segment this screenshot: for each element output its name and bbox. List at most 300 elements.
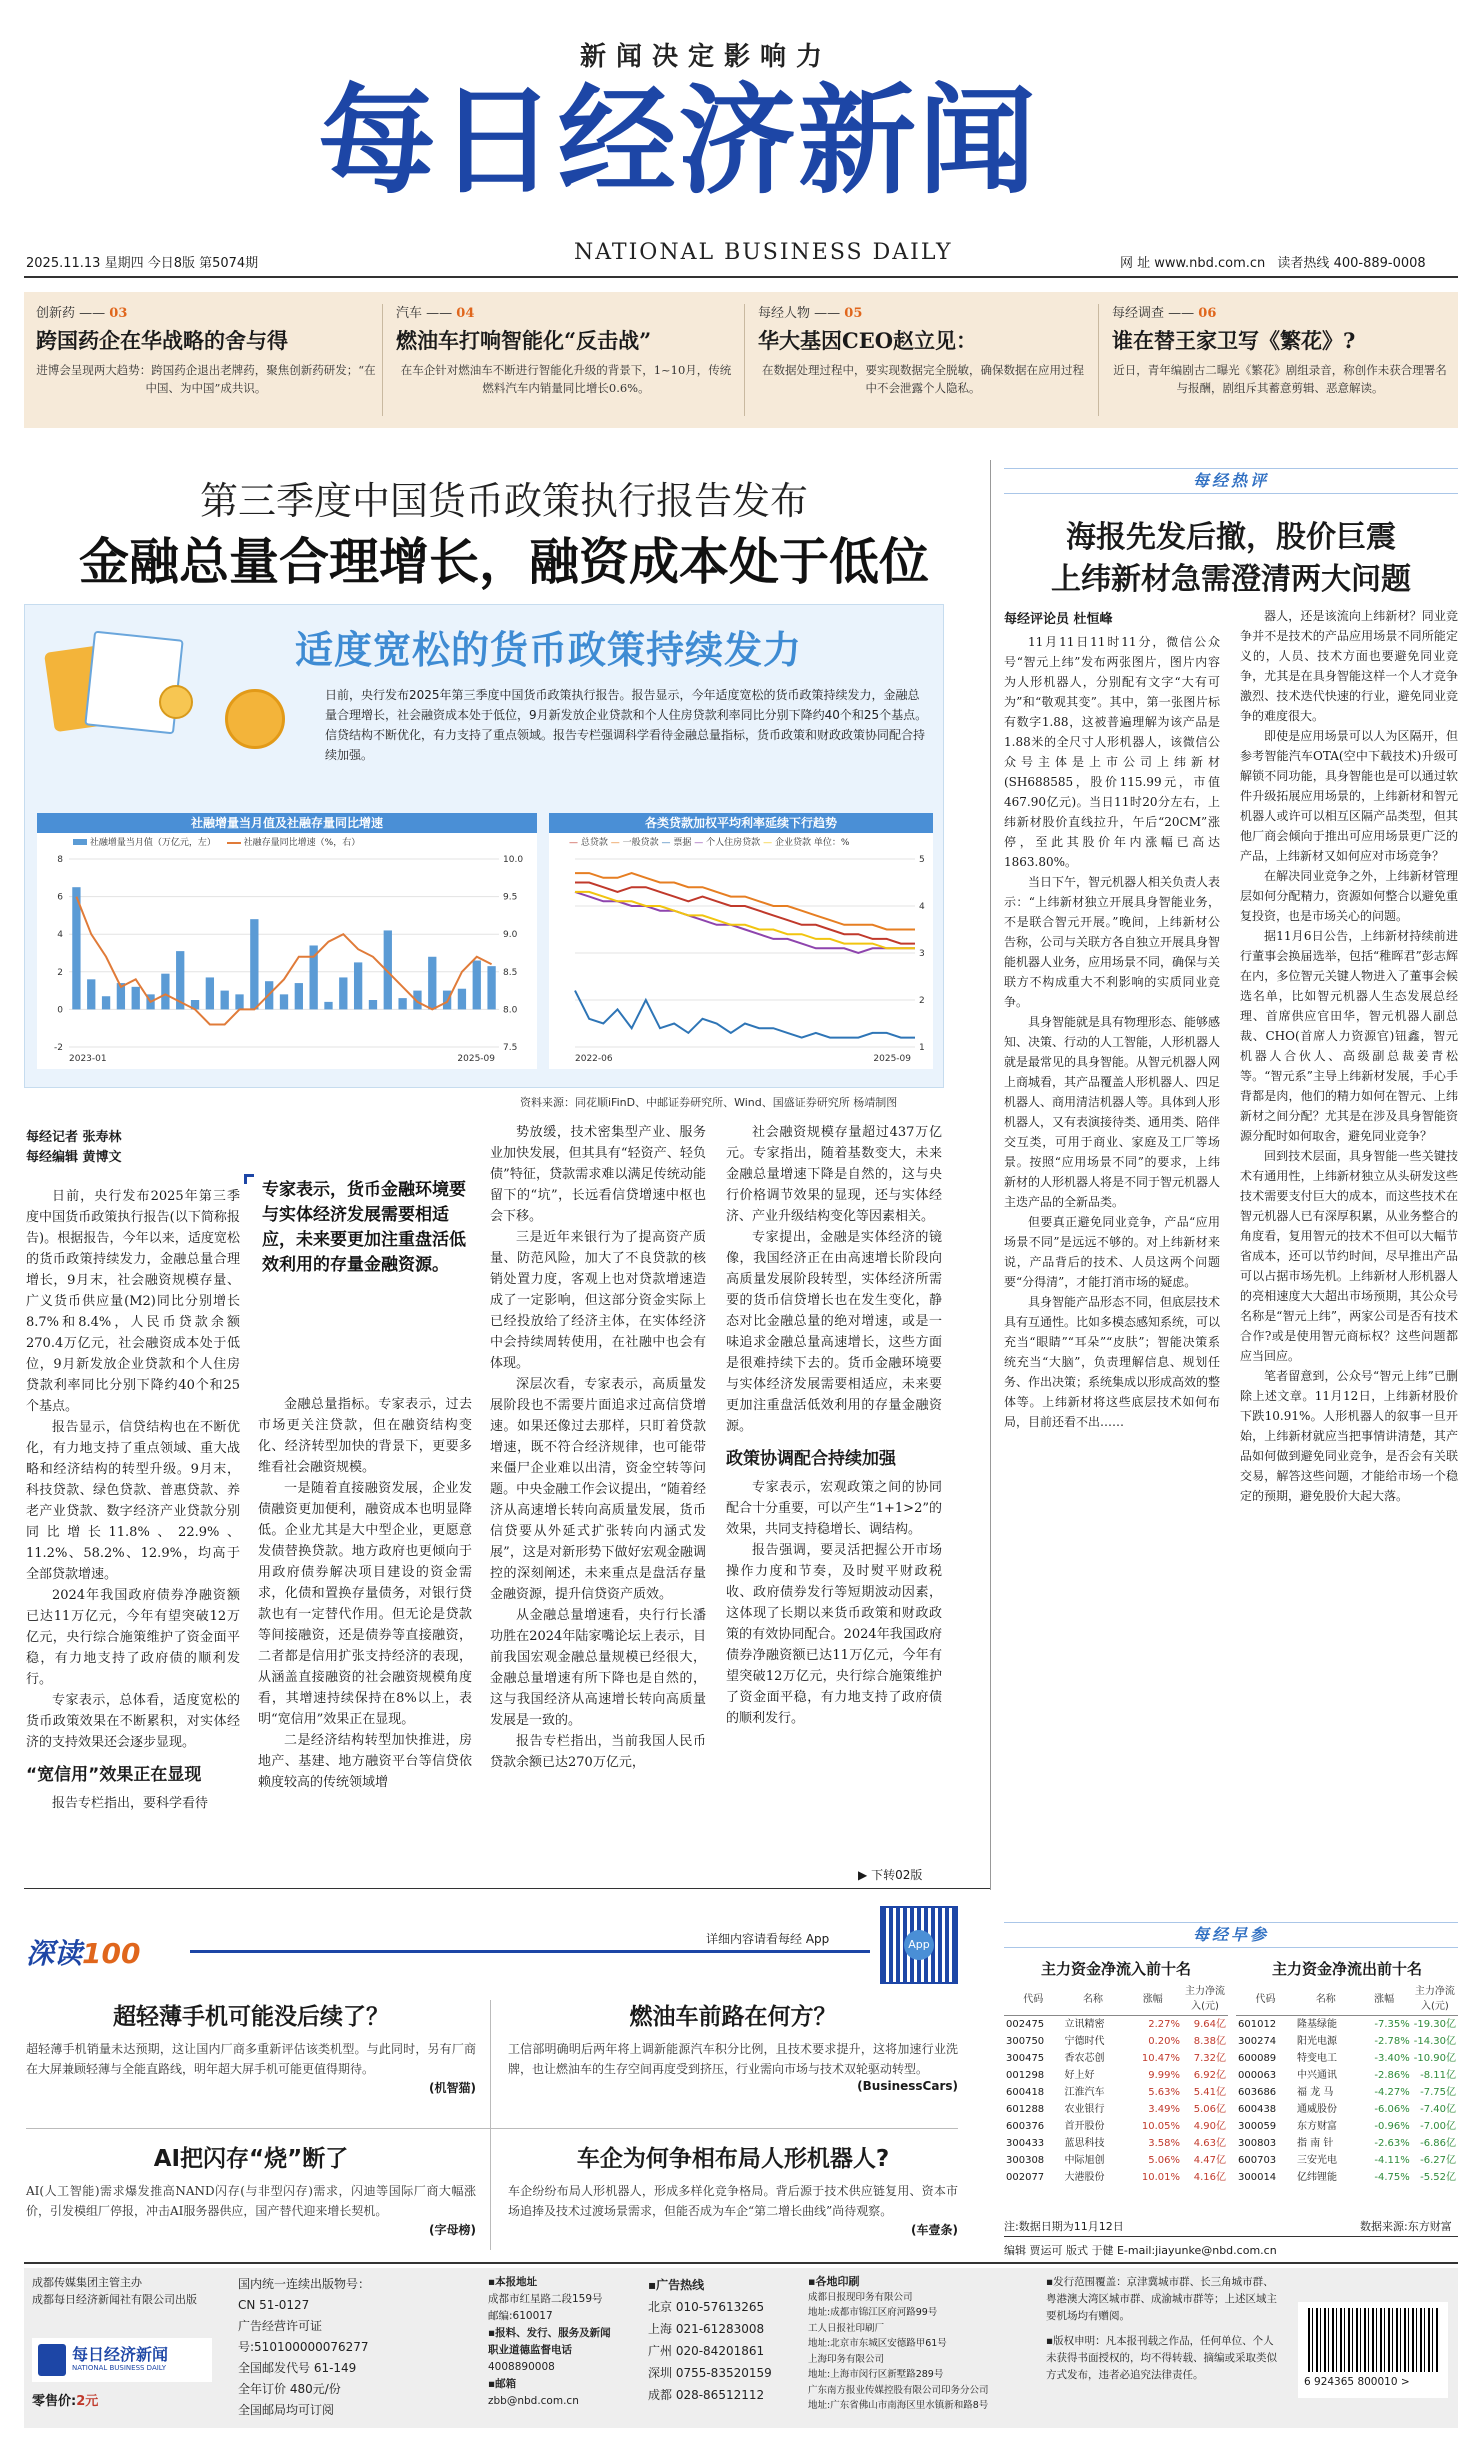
infographic-source: 资料来源：同花顺iFinD、中邮证券研究所、Wind、国盛证券研究所 杨靖制图 xyxy=(520,1096,898,1109)
table-cell: -4.27% xyxy=(1374,2087,1410,2098)
teaser-category: 每经人物 xyxy=(758,306,811,321)
footer-line: ▪报料、发行、服务及新闻 xyxy=(488,2327,611,2339)
masthead-rule xyxy=(24,276,1458,278)
paragraph: 即使是应用场景可以人为区隔开，但参考智能汽车OTA(空中下载技术)升级可解锁不同功能，具身智能也是可以通过软件升级拓展应用场景的，上纬新材和智元机器人或许可以相互区隔产品类型，但其他厂商会倾向于推出可应用场景更广泛的产品，上纬新材又如何应对市场竞争？ xyxy=(1240,729,1458,863)
shendu-text: 车企纷纷布局人形机器人，形成多样化竞争格局。背后源于技术供应链复用、资本市场追捧及技术过渡场景需求，但能否成为车企“第二增长曲线”尚待观察。 xyxy=(508,2184,958,2218)
byline-reporter: 每经记者 张寿林 xyxy=(26,1130,122,1145)
bar xyxy=(428,957,436,1010)
teaser-divider xyxy=(744,304,745,416)
paragraph: 势放缓，技术密集型产业、服务业加快发展，但其具有“轻资产、轻负债”特征，贷款需求难以满足传统动能留下的“坑”，长远看信贷增速中枢也会下移。 xyxy=(490,1125,706,1224)
chart-legend xyxy=(37,833,537,848)
shendu-title: AI把闪存“烧”断了 xyxy=(153,2146,349,2172)
table-cell: 001298 xyxy=(1006,2070,1045,2081)
teaser-divider xyxy=(1098,304,1099,416)
table-cell: 300803 xyxy=(1238,2138,1277,2149)
contact-line xyxy=(1120,252,1426,271)
x-tick-label: 2023-01 xyxy=(69,1054,107,1064)
footer-line: zbb@nbd.com.cn xyxy=(488,2395,579,2407)
chart-loan-rates-plot xyxy=(549,851,933,1069)
col-header: 名称 xyxy=(1315,1993,1336,2005)
footer-logo-en: NATIONAL BUSINESS DAILY xyxy=(72,2364,167,2372)
table-cell: -4.11% xyxy=(1374,2155,1410,2166)
inflow-title: 主力资金净流入前十名 xyxy=(1040,1960,1191,1978)
subheading: 政策协调配合持续加强 xyxy=(726,1449,896,1469)
table-cell: 亿纬锂能 xyxy=(1297,2172,1338,2183)
table-cell: 6.92亿 xyxy=(1193,2070,1226,2081)
commentary-col-1 xyxy=(1004,632,1220,1866)
table-cell: -19.30亿 xyxy=(1413,2019,1456,2030)
footer-line: ▪发行范围覆盖：京津冀城市群、长三角城市群、粤港澳大湾区城市群、成渝城市群等；上述区域主要机场均有赠阅。 xyxy=(1046,2276,1277,2322)
shendu-text: AI(人工智能)需求爆发推高NAND闪存(与非型闪存)需求，闪迪等国际厂商大幅涨价，引发模组厂停报，冲击AI服务器供应，国产替代迎来增长契机。 xyxy=(26,2184,476,2218)
table-row xyxy=(1004,2084,1228,2101)
table-cell: 3.58% xyxy=(1148,2138,1180,2149)
legend-label: 票据 xyxy=(673,838,692,848)
table-cell: -6.06% xyxy=(1374,2104,1410,2115)
shendu-title: 车企为何争相布局人形机器人? xyxy=(576,2146,890,2172)
table-cell: -2.63% xyxy=(1374,2138,1410,2149)
chart-unit: 单位：% xyxy=(813,838,850,848)
pull-quote-text: 专家表示，货币金融环境要与实体经济发展需要相适应，未来要更加注重盘活低效利用的存量金融资源。 xyxy=(262,1180,466,1275)
tick-label: 1 xyxy=(919,1043,925,1053)
outflow-table xyxy=(1236,1983,1458,2186)
teaser-item[interactable]: 创新药 —— 03 跨国药企在华战略的舍与得 进博会呈现两大趋势：跨国药企退出老牌药，聚焦创新药研发；“在中国、为中国”成共识。 xyxy=(36,306,376,395)
footer-line: 深圳 0755-83520159 xyxy=(648,2366,772,2380)
teaser-page: 06 xyxy=(1198,306,1217,321)
app-qr-code[interactable] xyxy=(880,1906,958,1984)
table-cell: 600376 xyxy=(1006,2121,1045,2132)
website: www.nbd.com.cn xyxy=(1154,256,1266,271)
table-cell: 300014 xyxy=(1238,2172,1277,2183)
teaser-category: 每经调查 xyxy=(1112,306,1165,321)
tick-label: -2 xyxy=(54,1043,63,1053)
tick-label: 9.5 xyxy=(503,892,518,903)
shendu-text: 超轻薄手机销量未达预期，这让国内厂商多重新评估该类机型。与此同时，另有厂商在大屏兼顾轻薄与全能直路线，明年超大屏手机可能更值得期待。 xyxy=(26,2042,476,2076)
footer-col-5 xyxy=(808,2274,1038,2414)
footer-price xyxy=(32,2390,98,2409)
col-header: 代码 xyxy=(1255,1993,1276,2005)
table-cell: 601288 xyxy=(1006,2104,1045,2115)
footer-line: 职业道德监督电话 xyxy=(488,2344,572,2356)
paragraph: 报告强调，要灵活把握公开市场操作力度和节奏，及时熨平财政税收、政府债券发行等短期波动因素，这体现了长期以来货币政策和财政政策的有效协同配合。2024年我国政府债券净融资额已达11万亿元，今年有望突破12万亿元，央行综合施策维护了资金面平稳，有力地支持了政府债的顺利发行。 xyxy=(726,1543,942,1726)
table-row xyxy=(1236,2067,1458,2084)
lead-headline: 金融总量合理增长，融资成本处于低位 xyxy=(79,533,929,591)
footer-line: 上海 021-61283008 xyxy=(648,2322,765,2336)
table-row xyxy=(1004,2033,1228,2050)
table-cell: 江淮汽车 xyxy=(1064,2087,1105,2098)
shendu-source: (字母榜) xyxy=(429,2223,476,2237)
legend-label: 企业贷款 xyxy=(774,838,811,848)
table-cell: 5.06亿 xyxy=(1193,2104,1226,2115)
table-cell: 7.32亿 xyxy=(1193,2053,1226,2064)
paragraph: 11月11日11时11分，微信公众号“智元上纬”发布两张图片，图片内容为人形机器人，分别配有文字“大有可为”和“敬观其变”。其中，第一张图片标有数字1.88，这被普遍理解为该产品是1.88米的全尺寸人形机器人，该微信公众号主体是上市公司上纬新材(SH688585，股价115.99元，市值467.90亿元)。当日11时20分左右，上纬新材股价直线拉升，午后“20CM”涨停，至此其股价年内涨幅已高达1863.80%。 xyxy=(1004,635,1220,869)
shendu-text: 工信部明确明后两年将上调新能源汽车积分比例，且技术要求提升，这将加速行业洗牌，也让燃油车的生存空间再度受到挤压，行业需向市场与技术双轮驱动转型。 xyxy=(508,2042,958,2076)
commentary-title-1: 海报先发后撤，股价巨震 xyxy=(1066,520,1396,555)
footer-line: 全国邮局均可订阅 xyxy=(238,2403,335,2417)
table-cell: 300059 xyxy=(1238,2121,1277,2132)
footer-line: 地址:北京市东城区安德路甲61号 xyxy=(808,2338,947,2349)
shendu-hint: 详细内容请看每经 App xyxy=(700,1930,835,1947)
teaser-item[interactable]: 汽车 —— 04 燃油车打响智能化“反击战” 在车企针对燃油车不断进行智能化升级的背景下，1~10月，传统燃料汽车内销量同比增长0.6%。 xyxy=(396,302,736,397)
table-cell: 福 龙 马 xyxy=(1297,2087,1334,2098)
table-cell: 4.90亿 xyxy=(1193,2121,1226,2132)
footer-rule xyxy=(24,2262,1458,2264)
paragraph: 在解决同业竞争之外，上纬新材管理层如何分配精力，资源如何整合以避免重复投资，也是市场关心的问题。 xyxy=(1240,869,1458,923)
footer-line: 邮编:610017 xyxy=(488,2310,553,2322)
table-cell: 002475 xyxy=(1006,2019,1045,2030)
bar xyxy=(398,998,406,1009)
paragraph: 专家提出，金融是实体经济的镜像，我国经济正在由高速增长阶段向高质量发展阶段转型，实体经济所需要的货币信贷增长也在发生变化，静态对比金融总量的绝对增速，或是一味追求金融总量高速增长，这些方面是很难持续下去的。货币金融环境要与实体经济发展需要相适应，未来要更加注重盘活低效利用的存量金融资源。 xyxy=(726,1230,942,1434)
footer-line: 地址:广东省佛山市南海区里水镇新和路8号 xyxy=(808,2400,989,2411)
table-cell: 300750 xyxy=(1006,2036,1045,2047)
bar xyxy=(161,974,169,1010)
teaser-desc: 进博会呈现两大趋势：跨国药企退出老牌药，聚焦创新药研发；“在中国、为中国”成共识。 xyxy=(36,363,376,395)
table-row xyxy=(1004,2118,1228,2135)
zaocan-source: 数据来源:东方财富 xyxy=(1360,2220,1452,2233)
teaser-title: 跨国药企在华战略的舍与得 xyxy=(36,328,288,353)
lead-col-2 xyxy=(258,1394,472,1793)
table-cell: 300308 xyxy=(1006,2155,1045,2166)
table-row xyxy=(1236,2033,1458,2050)
table-row xyxy=(1236,2016,1458,2034)
zaocan-rule xyxy=(1004,2236,1458,2237)
table-row xyxy=(1004,2050,1228,2067)
table-cell: -7.40亿 xyxy=(1420,2104,1456,2115)
col-header: 主力净流入(元) xyxy=(1414,1986,1455,2012)
table-cell: 603686 xyxy=(1238,2087,1277,2098)
app-badge: App xyxy=(904,1930,934,1960)
inflow-table-wrap xyxy=(1004,1958,1228,2186)
table-cell: 0.20% xyxy=(1148,2036,1180,2047)
series-line xyxy=(575,883,915,944)
legend-label: 社融增量当月值（万亿元，左） xyxy=(89,838,216,848)
lead-kicker: 第三季度中国货币政策执行报告发布 xyxy=(199,479,808,523)
table-cell: 000063 xyxy=(1238,2070,1277,2081)
tick-label: 5 xyxy=(919,855,925,865)
price: 2元 xyxy=(76,2394,99,2409)
table-cell: -3.40% xyxy=(1374,2053,1410,2064)
table-cell: -7.00亿 xyxy=(1420,2121,1456,2132)
footer-line: ▪版权申明：凡本报刊载之作品，任何单位、个人未获得书面授权的，均不得转载、摘编或采取类似方式发布，违者必追究法律责任。 xyxy=(1046,2335,1277,2381)
lead-col-3 xyxy=(490,1122,706,1773)
paragraph: 报告专栏指出，当前我国人民币贷款余额已达270万亿元， xyxy=(490,1734,706,1770)
tick-label: 0 xyxy=(57,1005,63,1016)
footer-line: 地址:上海市闵行区新墅路289号 xyxy=(808,2369,944,2380)
paragraph: 一是随着直接融资发展，企业发债融资更加便利，融资成本也明显降低。企业尤其是大中型企业，更愿意发债替换贷款。地方政府也更倾向于用政府债券解决项目建设的资金需求，化债和置换存量债务，对银行贷款也有一定替代作用。但无论是贷款等间接融资，还是债券等直接融资，二者都是信用扩张支持经济的表现，从涵盖直接融资的社会融资规模角度看，其增速持续保持在8%以上，表明“宽信用”效果正在显现。 xyxy=(258,1481,472,1727)
teaser-desc: 近日，青年编剧古二曝光《繁花》剧组录音，称创作未获合理署名与报酬，剧组斥其蓄意剪辑、恶意解读。 xyxy=(1113,363,1447,395)
chart-legend: — 总贷款 — 一般贷款 — 票据 — 个人住房贷款 — 企业贷款 单位：% xyxy=(569,838,850,848)
table-row xyxy=(1236,2084,1458,2101)
tick-label: 2 xyxy=(919,996,925,1006)
table-cell: -8.11亿 xyxy=(1420,2070,1456,2081)
subheading: “宽信用”效果正在显现 xyxy=(26,1765,202,1785)
teaser-desc: 在车企针对燃油车不断进行智能化升级的背景下，1~10月，传统燃料汽车内销量同比增长0.6%。 xyxy=(400,363,732,395)
footer-line: 广东南方报业传媒控股有限公司印务分公司 xyxy=(808,2384,989,2396)
table-cell: 三安光电 xyxy=(1297,2155,1338,2166)
tick-label: 2 xyxy=(57,967,63,978)
page-editors: 编辑 贾运可 版式 于健 E-mail:jiayunke@nbd.com.cn xyxy=(1004,2244,1277,2257)
teaser-item[interactable]: 每经人物 —— 05 华大基因CEO赵立见： 在数据处理过程中，要实现数据完全脱敏，确保数据在应用过程中不会泄露个人隐私。 xyxy=(758,302,1088,397)
table-cell: 002077 xyxy=(1006,2172,1045,2183)
paragraph: 从金融总量增速看，央行行长潘功胜在2024年陆家嘴论坛上表示，目前我国宏观金融总量规模已经很大，金融总量增速有所下降也是自然的，这与我国经济从高速增长转向高质量发展是一致的。 xyxy=(490,1608,706,1728)
table-cell: 好上好 xyxy=(1064,2070,1095,2081)
continued-label: 下转02版 xyxy=(871,1868,923,1882)
masthead-title: 每日经济新闻 xyxy=(318,72,1039,210)
bar xyxy=(487,966,495,1009)
footer-line: 成都 028-86512112 xyxy=(648,2388,765,2402)
table-row xyxy=(1236,2169,1458,2186)
tick-label: 4 xyxy=(919,902,925,912)
table-cell: 300475 xyxy=(1006,2053,1045,2064)
legend-label: 社融存量同比增速（%，右） xyxy=(243,838,361,848)
table-cell: 600438 xyxy=(1238,2104,1277,2115)
chart-loan-rates xyxy=(549,813,933,1069)
zaocan-tag xyxy=(1004,1922,1458,1948)
hotline: 400-889-0008 xyxy=(1333,256,1426,271)
table-cell: 农业银行 xyxy=(1064,2104,1105,2115)
shendu-title: 燃油车前路在何方？ xyxy=(629,2004,837,2030)
chart-title: 社融增量当月值及社融存量同比增速 xyxy=(37,813,537,833)
bar xyxy=(339,977,347,1009)
table-cell: 5.41亿 xyxy=(1193,2087,1226,2098)
teaser-divider xyxy=(382,304,383,416)
teaser-page: 05 xyxy=(844,306,863,321)
table-row xyxy=(1004,2101,1228,2118)
table-row xyxy=(1004,2169,1228,2186)
infographic-coin-art xyxy=(205,679,295,769)
table-cell: -2.78% xyxy=(1374,2036,1410,2047)
table-cell: 首开股份 xyxy=(1064,2121,1105,2132)
bar xyxy=(458,989,466,1010)
table-row xyxy=(1004,2067,1228,2084)
teaser-item[interactable]: 每经调查 —— 06 谁在替王家卫写《繁花》? 近日，青年编剧古二曝光《繁花》剧组录音，称创作未获合理署名与报酬，剧组斥其蓄意剪辑、恶意解读。 xyxy=(1112,306,1447,395)
table-row xyxy=(1004,2016,1228,2034)
bar xyxy=(102,996,110,1009)
paragraph: 专家表示，总体看，适度宽松的货币政策效果在不断累积，对实体经济的支持效果还会逐步显现。 xyxy=(26,1693,240,1750)
table-cell: 300433 xyxy=(1006,2138,1045,2149)
shendu-title: 超轻薄手机可能没后续了？ xyxy=(113,2004,389,2030)
table-cell: -7.35% xyxy=(1374,2019,1410,2030)
footer-line: ▪各地印刷 xyxy=(808,2275,860,2288)
infographic-title: 适度宽松的货币政策持续发力 xyxy=(295,628,803,672)
shendu-logo-text: 深读 xyxy=(26,1937,83,1970)
shendu-item[interactable] xyxy=(508,1998,958,2093)
paragraph: 报告专栏指出，要科学看待 xyxy=(52,1796,209,1811)
tick-label: 10.0 xyxy=(503,855,524,865)
footer-line: ▪广告热线 xyxy=(648,2278,705,2292)
col-header: 代码 xyxy=(1023,1993,1044,2005)
table-cell: -2.86% xyxy=(1374,2070,1410,2081)
date-line: 2025.11.13 星期四 今日8版 第5074期 xyxy=(26,256,259,271)
bar xyxy=(132,987,140,1010)
table-cell: 中兴通讯 xyxy=(1297,2070,1338,2081)
tick-label: 9.0 xyxy=(503,930,518,941)
table-cell: 10.47% xyxy=(1141,2053,1180,2064)
shendu-source: (车壹条) xyxy=(911,2223,958,2237)
table-cell: 通威股份 xyxy=(1297,2104,1338,2115)
footer-line: 国内统一连续出版物号： xyxy=(238,2277,371,2291)
bar xyxy=(295,983,303,1009)
infographic-folder-art xyxy=(39,615,199,735)
paragraph: 专家表示，宏观政策之间的协同配合十分重要，可以产生“1+1>2”的效果，共同支持稳增长、调结构。 xyxy=(726,1480,942,1537)
shendu-rule xyxy=(190,1950,870,1953)
series-line xyxy=(575,991,915,1038)
teaser-category: 创新药 xyxy=(36,306,76,321)
paragraph: 器人，还是该流向上纬新材？同业竞争并不是技术的产品应用场景不同所能定义的，人员、技术方面也要避免同业竞争，尤其是在具身智能这样一个人才竞争激烈、技术迭代快速的行业，避免同业竞争的难度很大。 xyxy=(1240,609,1458,723)
outflow-title: 主力资金净流出前十名 xyxy=(1271,1960,1422,1978)
footer-col-3 xyxy=(488,2274,648,2410)
table-cell: 4.47亿 xyxy=(1193,2155,1226,2166)
continued-link[interactable] xyxy=(858,1866,922,1883)
tick-label: 8 xyxy=(57,855,63,865)
footer-col-2 xyxy=(238,2274,438,2421)
bar xyxy=(87,979,95,1009)
legend-label: 总贷款 xyxy=(580,838,608,848)
teaser-desc: 在数据处理过程中，要实现数据完全脱敏，确保数据在应用过程中不会泄露个人隐私。 xyxy=(762,363,1084,395)
footer-line: CN 51-0127 xyxy=(238,2298,310,2312)
bar xyxy=(324,1002,332,1010)
footer-line: 成都传媒集团主管主办 xyxy=(32,2276,142,2289)
table-cell: 指 南 针 xyxy=(1297,2138,1334,2149)
lead-col-4 xyxy=(726,1122,942,1729)
table-cell: 隆基绿能 xyxy=(1297,2019,1338,2030)
chart-title: 各类贷款加权平均利率延续下行趋势 xyxy=(549,813,933,833)
commentary-tag xyxy=(1004,468,1458,494)
shendu-hdivider xyxy=(26,2128,958,2129)
table-cell: 阳光电源 xyxy=(1297,2036,1338,2047)
pull-quote xyxy=(262,1178,472,1278)
footer-line: ▪邮箱 xyxy=(488,2378,517,2390)
bar xyxy=(280,994,288,1009)
table-cell: 蓝思科技 xyxy=(1064,2138,1105,2149)
table-row xyxy=(1236,2118,1458,2135)
table-cell: 8.38亿 xyxy=(1193,2036,1226,2047)
teaser-title: 谁在替王家卫写《繁花》? xyxy=(1112,328,1356,353)
paragraph: 二是经济结构转型加快推进，房地产、基建、地方融资平台等信贷依赖度较高的传统领域增 xyxy=(258,1733,472,1790)
footer-line: 全国邮发代号 61-149 xyxy=(238,2361,357,2375)
table-cell: -6.86亿 xyxy=(1420,2138,1456,2149)
shendu-item[interactable] xyxy=(508,2140,958,2238)
bar xyxy=(250,919,258,1009)
teaser-category: 汽车 xyxy=(396,306,423,321)
footer-line: ▪本报地址 xyxy=(488,2276,538,2288)
table-cell: 600703 xyxy=(1238,2155,1277,2166)
teaser-page: 03 xyxy=(109,306,128,321)
legend-label: 个人住房贷款 xyxy=(706,838,761,848)
table-cell: -6.27亿 xyxy=(1420,2155,1456,2166)
paragraph: 日前，央行发布2025年第三季度中国货币政策执行报告(以下简称报告)。根据报告，今年以来，适度宽松的货币政策持续发力，金融总量合理增长，9月末，社会融资规模存量、广义货币供应量(M2)同比分别增长8.7%和8.4%，人民币贷款余额270.4万亿元，社会融资成本处于低位，9月新发放企业贷款和个人住房贷款利率同比分别下降约40个和25个基点。 xyxy=(26,1189,240,1414)
table-cell: 宁德时代 xyxy=(1064,2036,1105,2047)
table-cell: -4.75% xyxy=(1374,2172,1410,2183)
table-cell: 9.99% xyxy=(1148,2070,1180,2081)
tick-label: 7.5 xyxy=(503,1043,518,1053)
paragraph: 社会融资规模存量超过437万亿元。专家指出，随着基数变大，未来金融总量增速下降是自然的，这与央行价格调节效果的显现，还与实体经济、产业升级结构变化等因素相关。 xyxy=(726,1125,942,1224)
footer-line: 广告经营许可证号:510100000076277 xyxy=(238,2319,369,2354)
bar xyxy=(354,962,362,1009)
table-cell: -7.75亿 xyxy=(1420,2087,1456,2098)
table-cell: 香农芯创 xyxy=(1064,2053,1105,2064)
tick-label: 4 xyxy=(57,930,63,941)
footer-logo xyxy=(32,2338,212,2382)
tick-label: 8.5 xyxy=(503,967,518,978)
table-cell: 3.49% xyxy=(1148,2104,1180,2115)
paragraph: 当日下午，智元机器人相关负责人表示：“上纬新材独立开展具身智能业务，不是联合智元开展。”晚间，上纬新材公告称，公司与关联方各自独立开展具身智能机器人业务，应用场景不同，确保与关联方不构成重大不利影响的实质同业竞争。 xyxy=(1004,875,1220,1009)
paragraph: 回到技术层面，具身智能一些关键技术有通用性，上纬新材独立从头研发这些技术需要支付巨大的成本，而这些技术在智元机器人已有深厚积累，从业务整合的角度看，复用智元的技术不但可以大幅节省成本，还可以节约时间，尽早推出产品可以占据市场先机。上纬新材人形机器人的亮相速度大大超出市场预期，其公众号名称是“智元上纬”，两家公司是否有技术合作?或是使用智元商标权？这些问题都应当回应。 xyxy=(1240,1149,1458,1363)
bar xyxy=(473,961,481,1010)
table-row xyxy=(1004,2152,1228,2169)
zaocan-tag-label: 每经早参 xyxy=(1183,1925,1279,1944)
inflow-table xyxy=(1004,1983,1228,2186)
table-cell: 中际旭创 xyxy=(1064,2155,1105,2166)
column-divider xyxy=(990,460,991,1890)
bar xyxy=(221,991,229,1010)
footer-col-4 xyxy=(648,2274,798,2406)
tick-label: 8.0 xyxy=(503,1005,518,1016)
footer-line: 广州 020-84201861 xyxy=(648,2344,765,2358)
commentary-tag-label: 每经热评 xyxy=(1183,471,1279,490)
table-row xyxy=(1236,2050,1458,2067)
paragraph: 具身智能产品形态不同，但底层技术具有互通性。比如多模态感知系统，可以充当“眼睛”“耳朵”“皮肤”；智能决策系统充当“大脑”，负责理解信息、规划任务、作出决策；系统集成以形成高效的整体等。上纬新材将这些底层技术如何布局，目前还看不出…… xyxy=(1004,1295,1220,1429)
table-cell: 2.27% xyxy=(1148,2019,1180,2030)
paragraph: 报告显示，信贷结构也在不断优化，有力地支持了重点领域、重大战略和经济结构的转型升级。9月末，科技贷款、绿色贷款、普惠贷款、养老产业贷款、数字经济产业贷款分别同比增长11.8%、22.9%、11.2%、58.2%、12.9%，均高于全部贷款增速。 xyxy=(26,1420,240,1582)
outflow-table-wrap xyxy=(1236,1958,1458,2186)
price-label: 零售价: xyxy=(32,2394,77,2409)
table-cell: 601012 xyxy=(1238,2019,1277,2030)
footer-logo-title: 每日经济新闻 xyxy=(72,2345,169,2364)
table-cell: 10.01% xyxy=(1141,2172,1180,2183)
zaocan-note: 注:数据日期为11月12日 xyxy=(1004,2220,1124,2233)
bar xyxy=(206,977,214,1009)
paragraph: 据11月6日公告，上纬新材持续前进行董事会换届选举，包括“稚晖君”彭志辉在内，多位智元关键人物进入了董事会候选名单，比如智元机器人生态发展总经理、首席供应官田华，智元机器人副总裁、CHO(首席人力资源官)钮鑫，智元机器人合伙人、高级副总裁姜青松等。“智元系”主导上纬新材发展，手心手背都是肉，他们的精力如何在智元、上纬新材之间分配？尤其是在涉及具身智能资源分配时如何取舍，避免同业竞争？ xyxy=(1240,929,1458,1143)
shendu-item[interactable] xyxy=(26,2140,476,2238)
chart-social-financing xyxy=(37,813,537,1069)
table-cell: 4.16亿 xyxy=(1193,2172,1226,2183)
footer-line: 4008890008 xyxy=(488,2361,555,2373)
commentary-byline: 每经评论员 杜恒峰 xyxy=(1004,612,1113,627)
table-cell: 立讯精密 xyxy=(1064,2019,1105,2030)
footer-line: 成都日报现印务有限公司 xyxy=(808,2291,913,2303)
footer-line: 地址:成都市锦江区府河路99号 xyxy=(808,2307,938,2318)
legend-label: 一般贷款 xyxy=(622,838,659,848)
bar xyxy=(369,1000,377,1009)
shendu-logo xyxy=(26,1932,140,1972)
col-header: 涨幅 xyxy=(1374,1993,1395,2005)
footer-line: 成都每日经济新闻社有限公司出版 xyxy=(32,2293,197,2306)
barcode-number: 6 924365 800010 > xyxy=(1304,2376,1410,2388)
bar xyxy=(235,994,243,1009)
paragraph: 具身智能就是具有物理形态、能够感知、决策、行动的人工智能，人形机器人就是最常见的具身智能。从智元机器人网上商城看，其产品覆盖人形机器人、四足机器人、商用清洁机器人等。具体到人形机器人，又有表演接待类、通用类、陪伴交互类，可用于商业、家庭及工厂等场景。按照“应用场景不同”的要求，上纬新材的人形机器人将是不同于智元机器人主迭产品的全新品类。 xyxy=(1004,1015,1220,1209)
table-cell: 4.63亿 xyxy=(1193,2138,1226,2149)
barcode xyxy=(1298,2302,1448,2398)
website-label: 网 址 xyxy=(1120,256,1151,271)
lead-col-1 xyxy=(26,1186,240,1814)
arrow-right-icon: ▶ xyxy=(858,1868,868,1882)
section-rule xyxy=(24,1888,990,1889)
table-cell: 东方财富 xyxy=(1297,2121,1338,2132)
footer-publisher xyxy=(32,2274,232,2308)
x-tick-label: 2025-09 xyxy=(457,1054,495,1064)
hotline-label: 读者热线 xyxy=(1277,256,1330,271)
paragraph: 2024年我国政府债券净融资额已达11万亿元，今年有望突破12万亿元，央行综合施策维护了资金面平稳，有力地支持了政府债的顺利发行。 xyxy=(26,1588,240,1687)
shendu-source: (机智猫) xyxy=(429,2081,476,2095)
teaser-title: 华大基因CEO赵立见： xyxy=(758,328,978,353)
table-row xyxy=(1236,2101,1458,2118)
shendu-item[interactable] xyxy=(26,1998,476,2096)
infographic-text: 日前，央行发布2025年第三季度中国货币政策执行报告。报告显示，今年适度宽松的货币政策持续发力，金融总量合理增长，社会融资成本处于低位，9月新发放企业贷款和个人住房贷款利率同比分别下降约40个和25个基点。信贷结构不断优化，有力支持了重点领域。报告专栏强调科学看待金融总量指标，货币政策和财政政策协同配合持续加强。 xyxy=(325,688,928,762)
table-row xyxy=(1236,2152,1458,2169)
footer-line: 工人日报社印刷厂 xyxy=(808,2322,885,2334)
tick-label: 3 xyxy=(919,949,925,959)
commentary-title-2: 上纬新材急需澄清两大问题 xyxy=(1051,562,1411,597)
